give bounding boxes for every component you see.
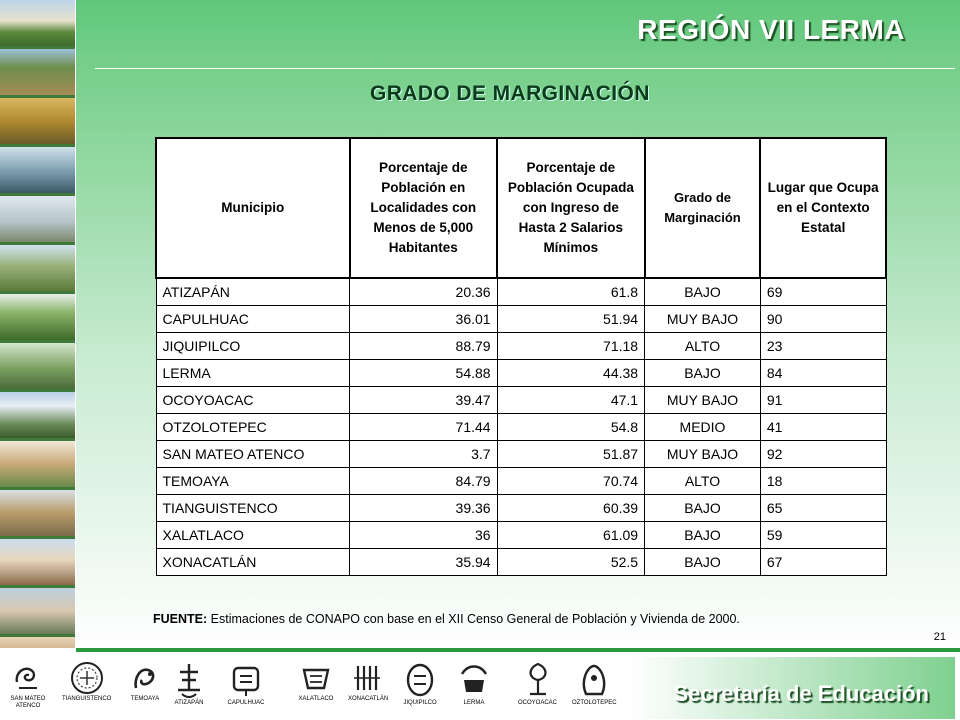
logo-xalatlaco [298,660,334,703]
glyph-icon [128,660,162,696]
cell-municipio: SAN MATEO ATENCO [156,441,350,468]
cell-pct-localidades: 84.79 [350,468,498,495]
glyph-icon [520,660,556,700]
cell-municipio: TIANGUISTENCO [156,495,350,522]
photo-arches [0,490,75,536]
table-row [156,549,886,576]
cell-grado: BAJO [645,360,761,387]
cell-pct-localidades: 71.44 [350,414,498,441]
cell-grado: MUY BAJO [645,306,761,333]
cell-lugar: 59 [760,522,886,549]
table-row [156,468,886,495]
photo-reeds [0,98,75,144]
glyph-icon [402,660,438,700]
cell-pct-localidades: 35.94 [350,549,498,576]
cell-pct-localidades: 88.79 [350,333,498,360]
cell-municipio: CAPULHUAC [156,306,350,333]
marginacion-table [155,137,887,576]
cell-lugar: 65 [760,495,886,522]
cell-municipio: OTZOLOTEPEC [156,414,350,441]
page-number: 21 [933,631,946,643]
logo-oztolotepec [572,660,617,707]
photo-bridge [0,343,75,389]
cell-grado: BAJO [645,549,761,576]
glyph-icon [172,660,206,700]
cell-municipio: LERMA [156,360,350,387]
cell-municipio: XALATLACO [156,522,350,549]
table-row [156,333,886,360]
photo-boat [0,147,75,193]
cell-lugar: 18 [760,468,886,495]
cell-grado: MUY BAJO [645,387,761,414]
photo-plaza [0,441,75,487]
cell-pct-localidades: 39.47 [350,387,498,414]
table-row [156,522,886,549]
region-title: REGIÓN VII LERMA [637,14,905,45]
cell-grado: ALTO [645,468,761,495]
logo-capulhuac [226,660,266,707]
cell-municipio: XONACATLÁN [156,549,350,576]
cell-lugar: 92 [760,441,886,468]
cell-pct-ingreso: 52.5 [497,549,645,576]
cell-lugar: 69 [760,278,886,306]
table-row [156,414,886,441]
logo-label: TIANGUISTENCO [62,696,112,702]
page-title: GRADO DE MARGINACIÓN [370,82,650,105]
table-header-row [156,138,886,278]
cell-pct-ingreso: 60.39 [497,495,645,522]
logo-label: ATIZAPÁN [174,700,204,706]
photo-fields [0,49,75,95]
cell-lugar: 67 [760,549,886,576]
logo-label: XONACATLÁN [348,696,389,702]
photo-church-garden [0,0,75,46]
cell-lugar: 41 [760,414,886,441]
photo-volcano [0,392,75,438]
table-row [156,387,886,414]
logo-atizapan [172,660,206,707]
source-note [153,612,740,626]
logo-label: TEMOAYA [130,696,160,702]
column-header-pct-ingreso: Porcentaje de Población Ocupada con Ingreso de Hasta 2 Salarios Mínimos [497,138,645,278]
cell-grado: MEDIO [645,414,761,441]
glyph-icon [11,660,45,696]
column-header-grado: Grado de Marginación [645,138,761,278]
cell-grado: MUY BAJO [645,441,761,468]
cell-pct-ingreso: 70.74 [497,468,645,495]
cell-pct-ingreso: 47.1 [497,387,645,414]
cell-lugar: 84 [760,360,886,387]
logo-label: JIQUIPILCO [403,700,437,706]
cell-grado: ALTO [645,333,761,360]
cell-grado: BAJO [645,522,761,549]
cell-pct-localidades: 36 [350,522,498,549]
logo-label: OZTOLOTEPEC [572,700,617,706]
source-text: Estimaciones de CONAPO con base en el XII Censo General de Población y Vivienda de 2000. [210,612,740,626]
cell-municipio: JIQUIPILCO [156,333,350,360]
table-row [156,441,886,468]
cell-grado: BAJO [645,495,761,522]
cell-lugar: 23 [760,333,886,360]
cell-pct-localidades: 3.7 [350,441,498,468]
logo-jiquipilco [402,660,438,707]
logo-temoaya [128,660,162,703]
cell-pct-localidades: 20.36 [350,278,498,306]
column-header-municipio: Municipio [156,138,350,278]
glyph-icon [456,660,492,700]
column-header-lugar: Lugar que Ocupa en el Contexto Estatal [760,138,886,278]
seal-icon [64,660,110,696]
cell-pct-localidades: 54.88 [350,360,498,387]
column-header-pct-localidades: Porcentaje de Población en Localidades con Menos de 5,000 Habitantes [350,138,498,278]
table-row [156,495,886,522]
logo-label: OCOYOACAC [518,700,558,706]
logo-ocoyoacac [518,660,557,707]
photo-town [0,588,75,634]
source-label: FUENTE: [153,612,208,626]
table-row [156,360,886,387]
table-row [156,278,886,306]
cell-municipio: ATIZAPÁN [156,278,350,306]
cell-pct-localidades: 36.01 [350,306,498,333]
logo-lerma [456,660,492,707]
cell-pct-ingreso: 51.94 [497,306,645,333]
logo-label: LERMA [463,700,485,706]
photo-factory [0,196,75,242]
cell-pct-ingreso: 54.8 [497,414,645,441]
cell-pct-ingreso: 71.18 [497,333,645,360]
cell-municipio: OCOYOACAC [156,387,350,414]
logo-xonacatlan [348,660,388,703]
logo-label: SAN MATEO ATENCO [10,696,46,709]
photo-chapel [0,539,75,585]
logo-san-mateo-atenco [8,660,48,710]
secretaria-banner [630,657,955,719]
photo-trees [0,294,75,340]
cell-pct-ingreso: 44.38 [497,360,645,387]
secretaria-title: Secretaría de Educación [673,681,929,706]
cell-grado: BAJO [645,278,761,306]
photo-strip [0,0,75,648]
cell-lugar: 91 [760,387,886,414]
header-divider [95,68,955,69]
logo-label: XALATLACO [298,696,334,702]
cell-pct-localidades: 39.36 [350,495,498,522]
photo-hills [0,245,75,291]
glyph-icon [576,660,612,700]
footer [0,652,960,720]
glyph-icon [350,660,386,696]
cell-municipio: TEMOAYA [156,468,350,495]
cell-pct-ingreso: 61.09 [497,522,645,549]
cell-pct-ingreso: 51.87 [497,441,645,468]
logo-tianguistenco [62,660,111,703]
cell-pct-ingreso: 61.8 [497,278,645,306]
logo-label: CAPULHUAC [227,700,265,706]
glyph-icon [298,660,334,696]
table-row [156,306,886,333]
cell-lugar: 90 [760,306,886,333]
photo-church-facade [0,637,75,648]
glyph-icon [226,660,266,700]
